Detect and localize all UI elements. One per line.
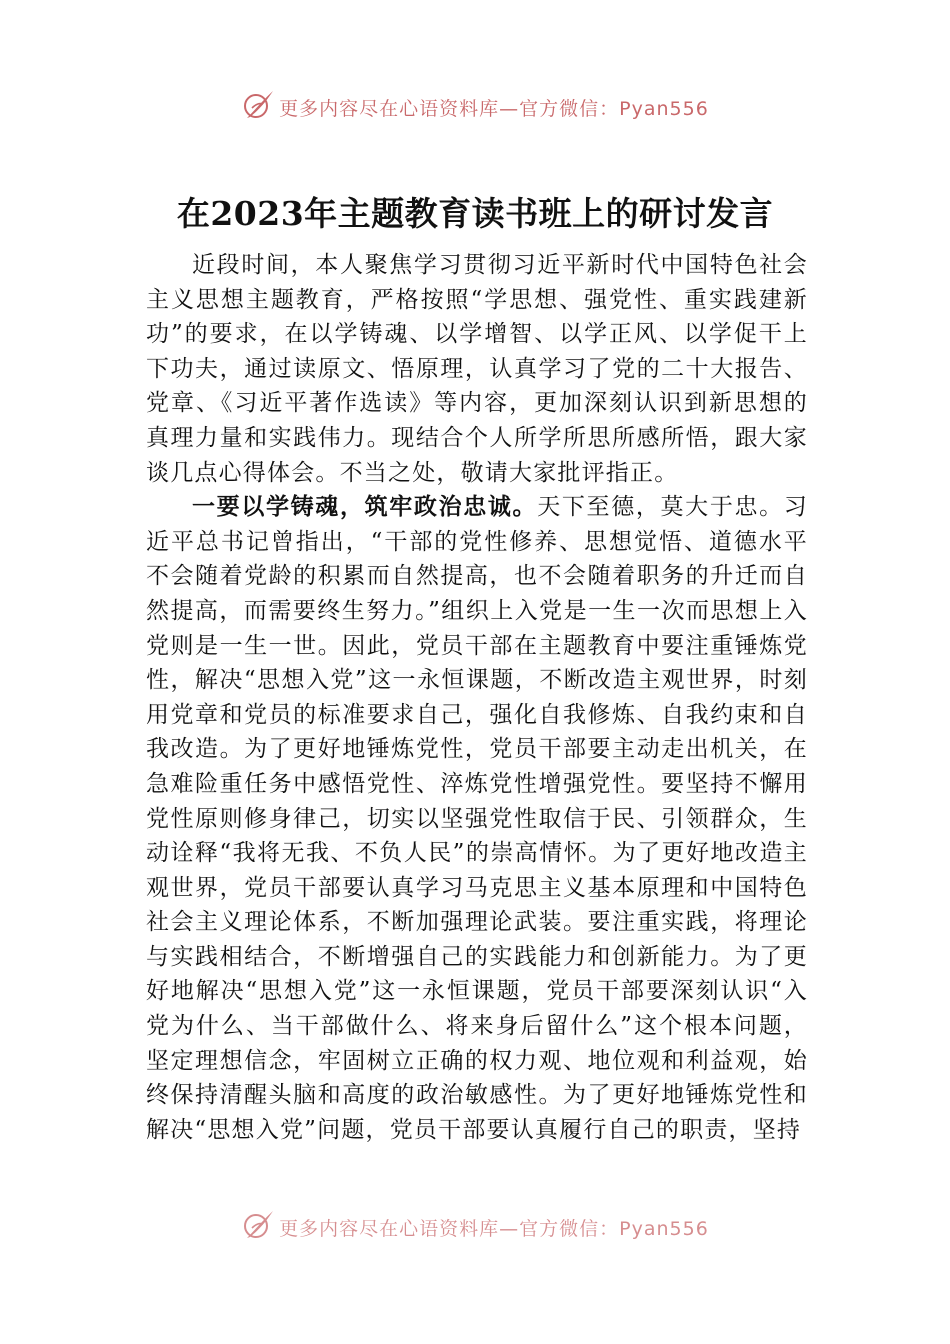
- paragraph-text: 近段时间，本人聚焦学习贯彻习近平新时代中国特色社会主义思想主题教育，严格按照“学思想、强党性、重实践建新功”的要求，在以学铸魂、以学增智、以学正风、以学促干上下功夫，通过读原文、悟原理，认真学习了党的二十大报告、党章、《习近平著作选读》等内容，更加深刻认识到新思想的真理力量和实践伟力。现结合个人所学所思所感所悟，跟大家谈几点心得体会。不当之处，敬请大家批评指正。: [146, 252, 808, 486]
- paragraph-lead-heading: 一要以学铸魂，筑牢政治忠诚。: [192, 493, 538, 521]
- watermark-header: [0, 88, 950, 127]
- paragraph-text: 天下至德，莫大于忠。习近平总书记曾指出，“干部的党性修养、思想觉悟、道德水平不会随着党龄的积累而自然提高，也不会随着职务的升迁而自然提高，而需要终生努力。”组织上入党是一生一次而思想上入党则是一生一世。因此，党员干部在主题教育中要注重锤炼党性，解决“思想入党”这一永恒课题，不断改造主观世界，时刻用党章和党员的标准要求自己，强化自我修炼、自我约束和自我改造。为了更好地锤炼党性，党员干部要主动走出机关，在急难险重任务中感悟党性、淬炼党性增强党性。要坚持不懈用党性原则修身律己，切实以坚强党性取信于民、引领群众，生动诠释“我将无我、不负人民”的崇高情怀。为了更好地改造主观世界，党员干部要认真学习马克思主义基本原理和中国特色社会主义理论体系，不断加强理论武装。要注重实践，将理论与实践相结合，不断增强自己的实践能力和创新能力。为了更好地解决“思想入党”这一永恒课题，党员干部要深刻认识“入党为什么、当干部做什么、将来身后留什么”这个根本问题，坚定理想信念，牢固树立正确的权力观、地位观和利益观，始终保持清醒头脑和高度的政治敏感性。为了更好地锤炼党性和解决“思想入党”问题，党员干部要认真履行自己的职责，坚持: [146, 494, 808, 1143]
- document-body: [146, 248, 808, 1147]
- watermark-footer: [0, 1208, 950, 1247]
- quill-pen-icon: [241, 88, 275, 127]
- watermark-text: 更多内容尽在心语资料库—官方微信：Pyan556: [279, 1218, 709, 1240]
- watermark-text: 更多内容尽在心语资料库—官方微信：Pyan556: [279, 98, 709, 120]
- paragraph-intro: [146, 248, 808, 490]
- quill-pen-icon: [241, 1208, 275, 1247]
- paragraph-point-1: [146, 490, 808, 1147]
- document-title: 在2023年主题教育读书班上的研讨发言: [176, 194, 774, 233]
